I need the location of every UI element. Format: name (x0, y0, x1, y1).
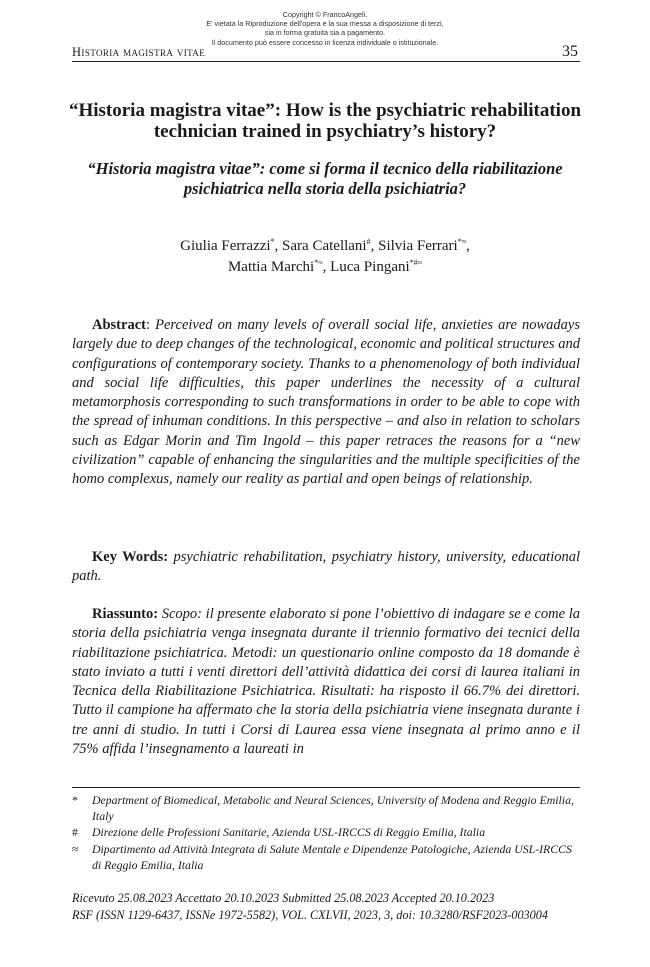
submission-dates: Ricevuto 25.08.2023 Accettato 20.10.2023 Submitted 25.08.2023 Accepted 20.10.2023 (72, 891, 495, 905)
author-line (90, 236, 560, 257)
author-affiliation-mark: * (270, 237, 275, 246)
footnote (72, 842, 580, 873)
footnote (72, 793, 580, 824)
footnote-mark: * (72, 793, 78, 807)
footnote-mark: ≈ (72, 842, 79, 856)
author-name: Giulia Ferrazzi (180, 238, 271, 254)
author-name: Silvia Ferrari (378, 238, 458, 254)
author-name: Mattia Marchi (227, 259, 315, 275)
author-separator: , (466, 238, 470, 254)
riassunto-text: Scopo: il presente elaborato si pone l’obiettivo di indagare se e come la storia della psichiatria venga insegnata durante il triennio formativo dei tecnici della riabilitazione psichiatrica. Metodi: un questionario online composto da 18 domande è stato inviato a tutti i venti direttori dell’attività didattica dei corsi di laurea italiani in Tecnica della Riabilitazione Psichiatrica. Risultati: ha risposto il 66.7% dei direttori. Tutto il campione ha affermato che la storia della psichiatria viene insegnata durante i tre anni di studio. In tutti i Corsi di Laurea essa viene insegnata al primo anno e il 75% affida l’insegnamento a laureati in (72, 606, 580, 758)
keywords-text: psychiatric rehabilitation, psychiatry history, university, educational path. (72, 549, 581, 585)
abstract-text: Perceived on many levels of overall social life, anxieties are nowadays largely due to deep changes of the technological, economic and political structures and configurations of contemporary society. Thanks to a phenomenology of both individual and social life difficulties, this paper underlines the necessity of a cultural metamorphosis corresponding to such transformations in order to be able to cope with the spread of inhuman conditions. In this perspective – and also in relation to scholars such as Edgar Morin and Tim Ingold – this paper retraces the reasons for a “new civilization” capable of enhancing the singularities and the multiple specificities of the homo complexus, namely our reality as partial and open beings of relationship. (72, 317, 580, 488)
paper-subtitle: “Historia magistra vitae”: come si forma il tecnico della riabilitazione psichiatrica nella storia della psichiatria? (87, 159, 563, 198)
author-name: Sara Catellani (282, 238, 367, 254)
footnote-mark: # (72, 825, 78, 839)
footnote (72, 825, 580, 841)
footnote-text: Department of Biomedical, Metabolic and Neural Sciences, University of Modena and Reggio Emilia, Italy (92, 793, 574, 823)
author-affiliation-mark: # (366, 237, 371, 246)
footnote-text: Direzione delle Professioni Sanitarie, Azienda USL-IRCCS di Reggio Emilia, Italia (92, 825, 486, 839)
page-number: 35 (562, 43, 578, 60)
author-affiliation-mark: *≈ (457, 237, 467, 246)
copyright-line: sia in forma gratuita sia a pagamento. (264, 28, 386, 38)
abstract-label: Abstract (92, 317, 146, 333)
author-name: Luca Pingani (330, 259, 410, 275)
author-separator: , (322, 259, 331, 275)
author-affiliation-mark: *#≈ (409, 258, 423, 267)
author-line (90, 257, 560, 278)
header-divider (72, 61, 580, 62)
footnote-divider (72, 787, 580, 788)
copyright-notice (0, 10, 650, 47)
copyright-line: Il documento può essere concesso in licenza individuale o istituzionale. (211, 37, 439, 47)
author-separator: , (370, 238, 379, 254)
riassunto-paragraph (72, 605, 580, 759)
paper-title: “Historia magistra vitae”: How is the psychiatric rehabilitation technician trained in psychiatry’s history? (68, 100, 582, 142)
journal-citation: RSF (ISSN 1129-6437, ISSNe 1972-5582), VOL. CXLVII, 2023, 3, doi: 10.3280/RSF2023-003004 (72, 908, 548, 922)
copyright-line: Copyright © FrancoAngeli. (282, 10, 368, 19)
author-separator: , (274, 238, 283, 254)
riassunto-label: Riassunto: (92, 606, 159, 622)
keywords-paragraph (72, 548, 580, 587)
abstract-paragraph: Abstract: Perceived on many levels of overall social life, anxieties are nowadays largely due to deep changes of the technological, economic and political structures and configurations of contemporary society. Thanks to a phenomenology of both individual and social life difficulties, this paper underlines the necessity of a cultural metamorphosis corresponding to such transformations in order to be able to cope with the spread of inhuman conditions. In this perspective – and also in relation to scholars such as Edgar Morin and Tim Ingold – this paper retraces the reasons for a “new civilization” capable of enhancing the singularities and the multiple specificities of the homo complexus, namely our reality as partial and open beings of relationship. (72, 317, 580, 488)
keywords-label: Key Words: (92, 549, 169, 565)
author-list (90, 236, 560, 278)
running-title: Historia magistra vitae (72, 45, 206, 59)
author-affiliation-mark: *≈ (314, 258, 323, 267)
footnote-text: Dipartimento ad Attività Integrata di Salute Mentale e Dipendenze Patologiche, Azienda USL-IRCCS di Reggio Emilia, Italia (92, 842, 572, 872)
copyright-line: E' vietata la Riproduzione dell'opera e la sua messa a disposizione di terzi, (206, 19, 444, 29)
